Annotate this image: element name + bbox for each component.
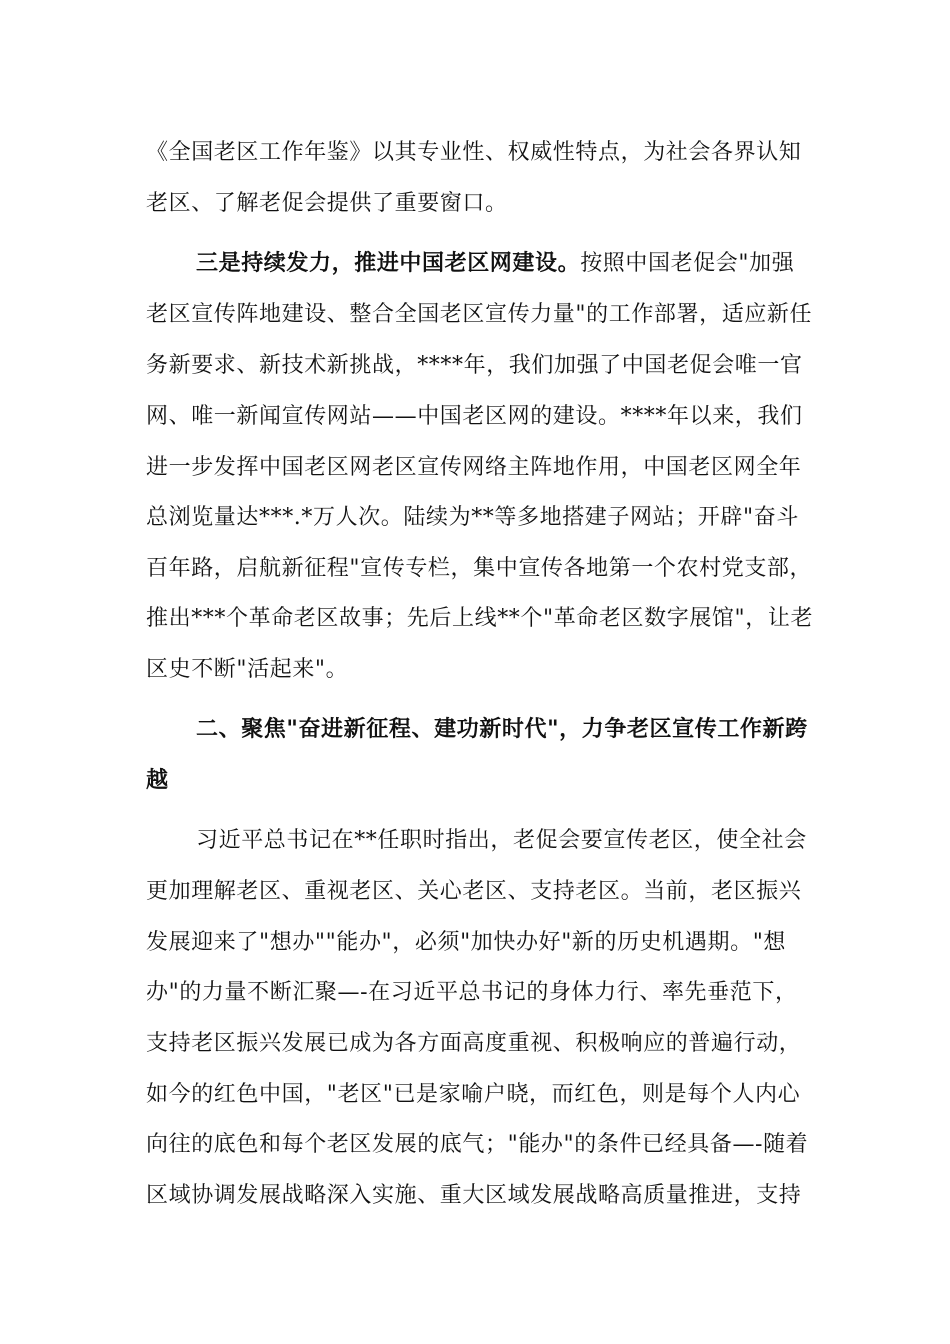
paragraph-3-line-6: 如今的红色中国，"老区"已是家喻户晓，而红色，则是每个人内心 [146,1082,801,1107]
paragraph-2-line-6: 总浏览量达***.*万人次。陆续为**等多地搭建子网站；开辟"奋斗 [146,505,799,530]
paragraph-2-line-5: 进一步发挥中国老区网老区宣传网络主阵地作用，中国老区网全年 [146,455,802,480]
paragraph-3-line-2: 更加理解老区、重视老区、关心老区、支持老区。当前，老区振兴 [146,879,802,904]
paragraph-3-line-5: 支持老区振兴发展已成为各方面高度重视、积极响应的普遍行动， [146,1031,802,1056]
paragraph-2-line-4: 网、唯一新闻宣传网站——中国老区网的建设。****年以来，我们 [146,404,803,429]
paragraph-2-line-1-rest: 按照中国老促会"加强 [580,251,795,276]
paragraph-3-line-3: 发展迎来了"想办""能办"，必须"加快办好"新的历史机遇期。"想 [146,930,787,955]
paragraph-2-line-3: 务新要求、新技术新挑战，****年，我们加强了中国老促会唯一官 [146,353,803,378]
paragraph-3-line-7: 向往的底色和每个老区发展的底气；"能办"的条件已经具备—-随着 [146,1132,809,1157]
paragraph-1-line-1: 《全国老区工作年鉴》以其专业性、权威性特点，为社会各界认知 [146,140,802,165]
paragraph-2-line-9: 区史不断"活起来"。 [146,657,349,682]
paragraph-2-line-1 [196,251,806,277]
section-heading-line-1: 二、聚焦"奋进新征程、建功新时代"，力争老区宣传工作新跨 [196,717,808,742]
paragraph-2-line-8: 推出***个革命老区故事；先后上线**个"革命老区数字展馆"，让老 [146,606,814,631]
paragraph-3-line-1: 习近平总书记在**任职时指出，老促会要宣传老区，使全社会 [196,828,807,853]
paragraph-2-line-7: 百年路，启航新征程"宣传专栏，集中宣传各地第一个农村党支部， [146,556,813,581]
paragraph-2-lead: 三是持续发力，推进中国老区网建设。 [196,251,581,276]
section-heading-line-2: 越 [146,768,169,793]
paragraph-3-line-8: 区域协调发展战略深入实施、重大区域发展战略高质量推进，支持 [146,1183,802,1208]
paragraph-1-line-2: 老区、了解老促会提供了重要窗口。 [146,191,508,216]
paragraph-2-line-2: 老区宣传阵地建设、整合全国老区宣传力量"的工作部署，适应新任 [146,302,813,327]
paragraph-3-line-4: 办"的力量不断汇聚—-在习近平总书记的身体力行、率先垂范下， [146,980,798,1005]
